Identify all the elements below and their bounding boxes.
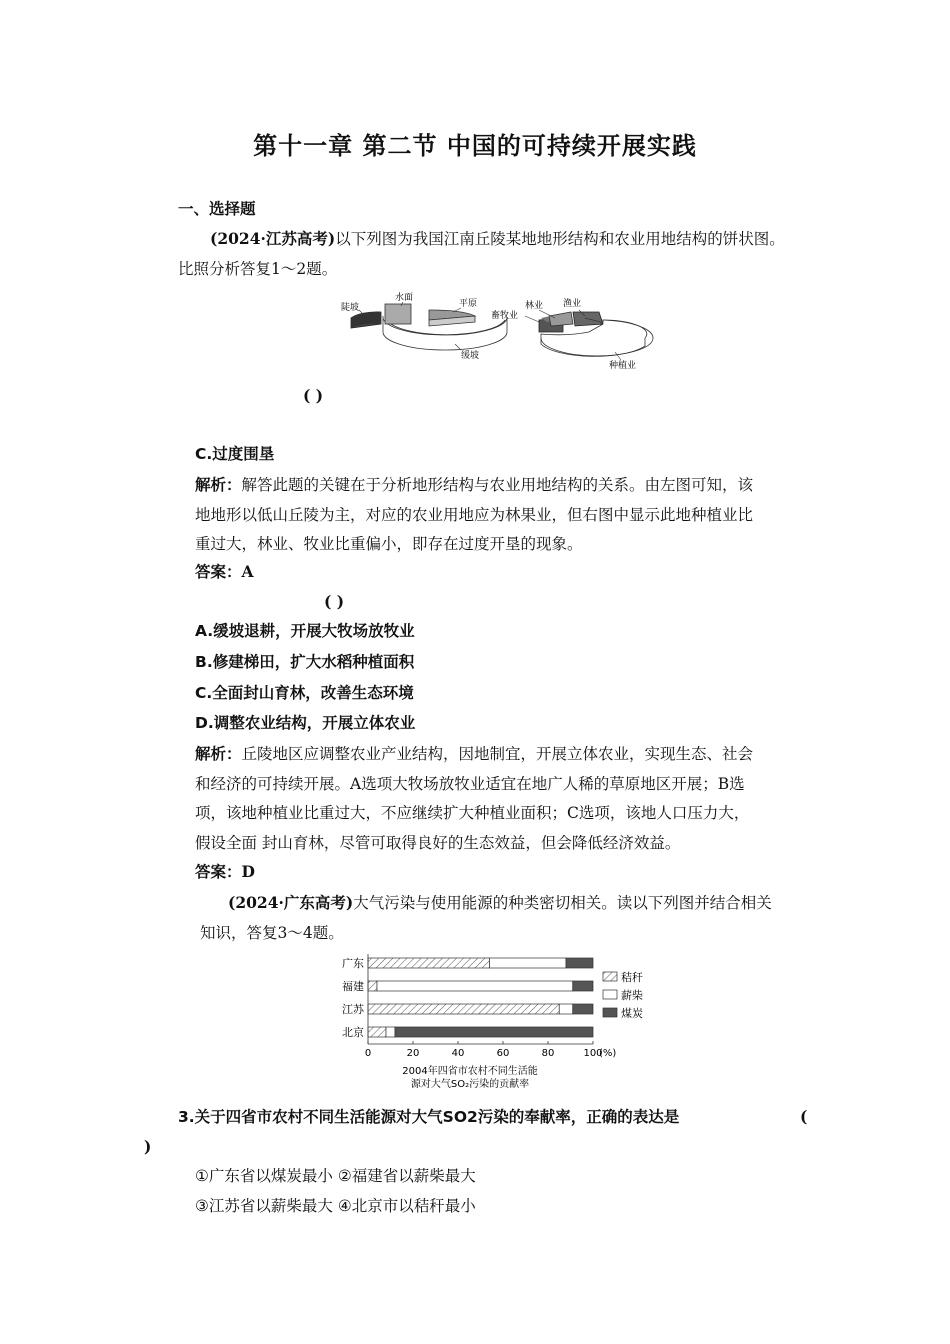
section-heading: 一、选择题 bbox=[178, 200, 256, 218]
pie-label-forestry: 林业 bbox=[525, 301, 544, 311]
legend-swatch bbox=[603, 1008, 617, 1017]
legend-label: 薪柴 bbox=[621, 989, 643, 1002]
answer-label: 答案： bbox=[195, 563, 242, 581]
right-pie bbox=[491, 297, 653, 371]
analysis-text: 丘陵地区应调整农业产业结构，因地制宜，开展立体农业，实现生态、社会 bbox=[241, 745, 754, 763]
category-label: 福建 bbox=[342, 980, 364, 993]
q1-paren: ( ) bbox=[303, 386, 324, 405]
intro-text-2b: 知识，答复3～4题。 bbox=[200, 924, 344, 942]
category-label: 广东 bbox=[342, 957, 364, 970]
category-label: 江苏 bbox=[342, 1003, 364, 1016]
chart-caption-line-2: 源对大气SO₂污染的贡献率 bbox=[410, 1079, 530, 1090]
intro-paragraph-1 bbox=[210, 229, 785, 249]
bar-segment bbox=[573, 981, 593, 991]
bar-segment bbox=[368, 981, 377, 991]
q2-answer bbox=[195, 862, 255, 882]
q3-options-line-2: ③江苏省以薪柴最大 ④北京市以秸秆最小 bbox=[195, 1197, 476, 1215]
answer-value: D bbox=[241, 862, 255, 881]
intro-paragraph-2 bbox=[228, 893, 772, 913]
q2-option-c: C.全面封山育林，改善生态环境 bbox=[195, 684, 414, 702]
legend-label: 煤炭 bbox=[621, 1007, 643, 1020]
q2-analysis-line-2: 和经济的可持续开展。A选项大牧场放牧业适宜在地广人稀的草原地区开展；B选 bbox=[195, 775, 745, 793]
page-title: 第十一章 第二节 中国的可持续开展实践 bbox=[253, 132, 697, 160]
intro-text: 以下列图为我国江南丘陵某地地形结构和农业用地结构的饼状图。 bbox=[335, 230, 785, 248]
pie-label-steep: 陡坡 bbox=[341, 303, 360, 313]
analysis-text: 解答此题的关键在于分析地形结构与农业用地结构的关系。由左图可知，该 bbox=[241, 476, 754, 494]
q1-analysis-line-3: 重过大，林业、牧业比重偏小，即存在过度开垦的现象。 bbox=[195, 535, 583, 553]
bar-segment bbox=[368, 1004, 559, 1014]
pie-charts-figure bbox=[335, 288, 655, 376]
pie-label-gentle: 缓坡 bbox=[461, 351, 480, 361]
x-tick-label: 80 bbox=[541, 1048, 555, 1059]
pie-label-water: 水面 bbox=[395, 293, 414, 303]
bar-segment bbox=[368, 1027, 386, 1037]
bar-segment bbox=[566, 958, 593, 968]
q1-analysis-line-2: 地地形以低山丘陵为主，对应的农业用地应为林果业，但右图中显示此地种植业比 bbox=[195, 506, 754, 524]
q3-paren-close: ) bbox=[144, 1137, 152, 1156]
q2-paren: ( ) bbox=[324, 592, 345, 611]
q2-analysis-line-4: 假设全面 封山育林，尽管可取得良好的生态效益，但会降低经济效益。 bbox=[195, 834, 681, 852]
pie-label-plain: 平原 bbox=[459, 299, 478, 309]
intro-text-2: 比照分析答复1～2题。 bbox=[178, 260, 338, 278]
q1-option-c: C.过度围垦 bbox=[195, 445, 275, 463]
analysis-label: 解析： bbox=[195, 476, 242, 494]
answer-label: 答案： bbox=[195, 863, 242, 881]
source-label: (2024·广东高考) bbox=[228, 893, 354, 912]
q2-analysis-line-3: 项，该地种植业比重过大，不应继续扩大种植业面积；C选项，该地人口压力大， bbox=[195, 804, 750, 822]
q2-option-d: D.调整农业结构，开展立体农业 bbox=[195, 714, 416, 732]
bar-segment bbox=[395, 1027, 593, 1037]
q2-option-b: B.修建梯田，扩大水稻种植面积 bbox=[195, 653, 415, 671]
x-tick-label: 100 bbox=[583, 1048, 603, 1059]
bar-segment bbox=[573, 1004, 593, 1014]
bar-segment bbox=[377, 981, 573, 991]
x-tick-label: 40 bbox=[451, 1048, 465, 1059]
bar-segment bbox=[490, 958, 567, 968]
chart-caption-line-1: 2004年四省市农村不同生活能 bbox=[402, 1066, 538, 1077]
legend-swatch bbox=[603, 972, 617, 981]
legend-label: 秸秆 bbox=[621, 971, 643, 984]
q3-paren-open: ( bbox=[800, 1107, 808, 1126]
q2-analysis-line-1 bbox=[195, 744, 753, 764]
bar-segment bbox=[559, 1004, 573, 1014]
legend-swatch bbox=[603, 990, 617, 999]
pie-label-fishery: 渔业 bbox=[563, 299, 582, 309]
category-label: 北京 bbox=[342, 1026, 364, 1039]
x-tick-label: 60 bbox=[496, 1048, 510, 1059]
pie-label-livestock: 畜牧业 bbox=[491, 311, 519, 321]
q3-options-line-1: ①广东省以煤炭最小 ②福建省以薪柴最大 bbox=[195, 1167, 476, 1185]
q1-answer bbox=[195, 562, 254, 582]
bar-segment bbox=[386, 1027, 395, 1037]
answer-value: A bbox=[241, 562, 254, 581]
stacked-bar-chart bbox=[330, 950, 670, 1090]
source-label: (2024·江苏高考) bbox=[210, 229, 336, 248]
pie-label-crops: 种植业 bbox=[609, 361, 637, 371]
intro-text: 大气污染与使用能源的种类密切相关。读以下列图并结合相关 bbox=[353, 894, 772, 912]
left-pie bbox=[341, 291, 507, 361]
q1-analysis-line-1 bbox=[195, 475, 753, 495]
x-tick-label: 0 bbox=[364, 1048, 372, 1059]
x-unit-label: (%) bbox=[599, 1048, 617, 1059]
analysis-label: 解析： bbox=[195, 745, 242, 763]
q2-option-a: A.缓坡退耕，开展大牧场放牧业 bbox=[195, 622, 415, 640]
q3-stem: 3.关于四省市农村不同生活能源对大气SO2污染的奉献率，正确的表达是 bbox=[178, 1108, 680, 1126]
bar-segment bbox=[368, 958, 490, 968]
x-tick-label: 20 bbox=[406, 1048, 420, 1059]
